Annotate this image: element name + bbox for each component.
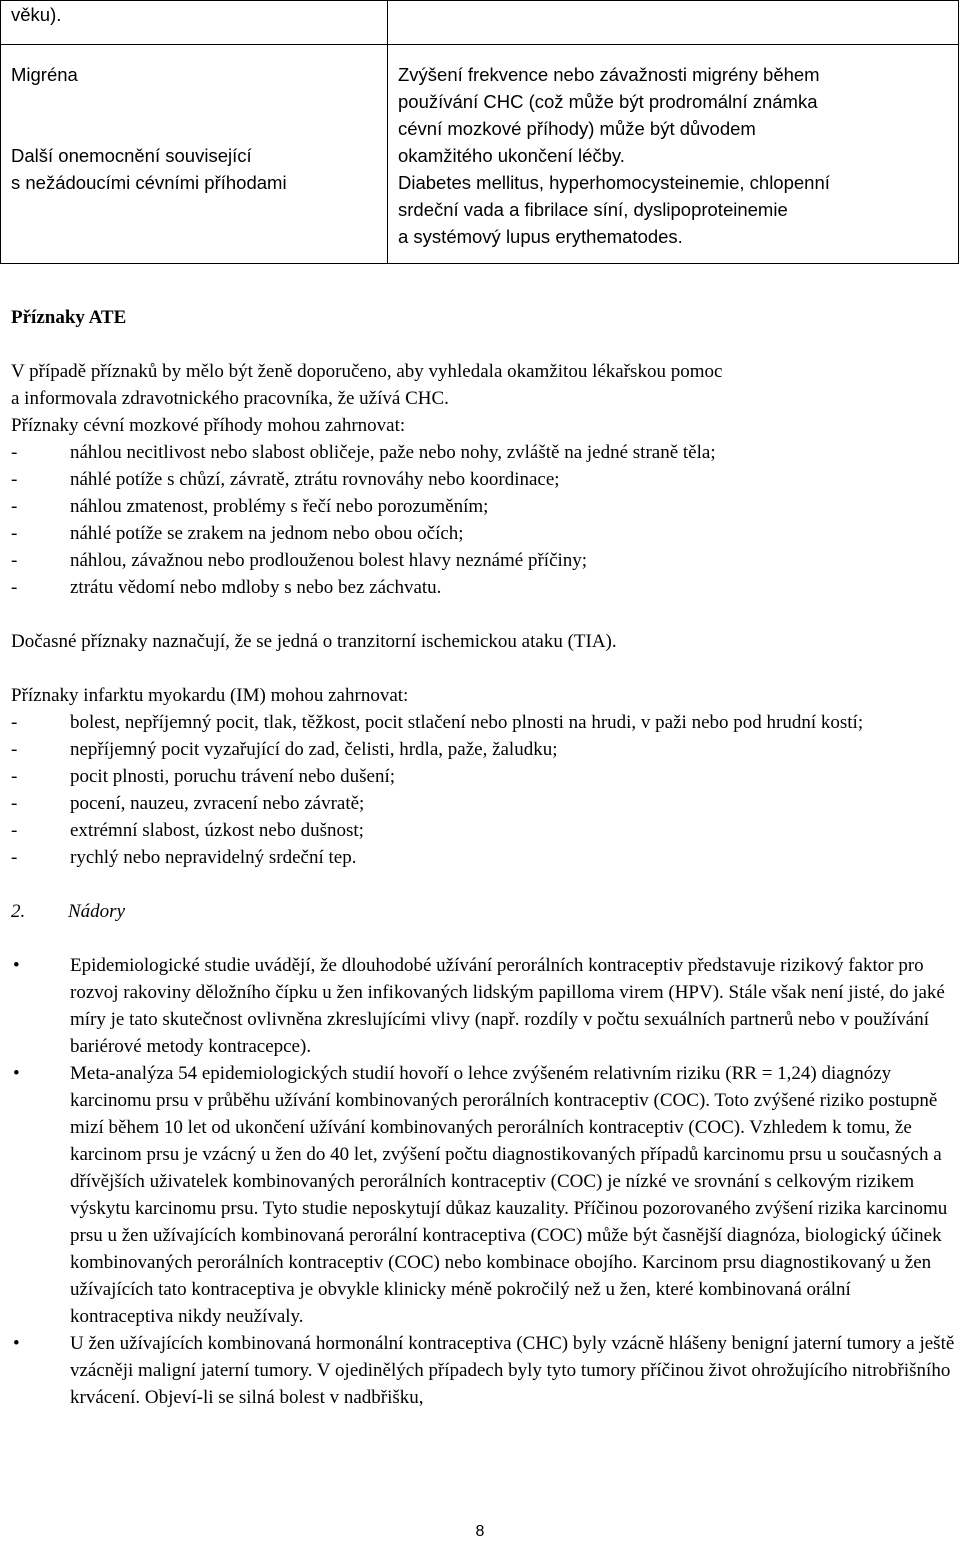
list-item-text: náhlou necitlivost nebo slabost obličeje, paže nebo nohy, zvláště na jedné straně těla; — [70, 442, 716, 463]
mi-symptoms-list — [11, 709, 957, 871]
list-item — [11, 547, 957, 574]
dash-marker: - — [11, 766, 18, 787]
dash-marker: - — [11, 739, 18, 760]
table-cell — [388, 45, 959, 264]
list-item — [11, 493, 957, 520]
bullet-marker: • — [13, 1333, 20, 1354]
list-item-text: pocit plnosti, poruchu trávení nebo dušení; — [70, 766, 396, 787]
page-number: 8 — [475, 1523, 485, 1540]
table-row — [1, 1, 959, 45]
row-label-other: Další onemocnění související — [11, 145, 252, 166]
table-row — [1, 45, 959, 264]
list-title: Příznaky cévní mozkové příhody mohou zahrnovat: — [11, 415, 406, 436]
row-label-migraine: Migréna — [11, 64, 78, 85]
list-item — [11, 763, 957, 790]
list-item-text: náhlé potíže s chůzí, závratě, ztrátu rovnováhy nebo koordinace; — [70, 469, 560, 490]
tumors-list — [11, 952, 957, 1411]
list-item-text: Meta-analýza 54 epidemiologických studií hovoří o lehce zvýšeném relativním riziku (RR = 1,24) diagnózy karcinomu prsu v průběhu užívání kombinovaných perorálních kontraceptiv (COC). Toto zvýšené riziko postupně mizí během 10 let od ukončení užívání kombinovaných perorálních kontraceptiv (COC). Vzhledem k tomu, že karcinom prsu je vzácný u žen do 40 let, zvýšení počtu diagnostikovaných případů karcinomu prsu u současných a dřívějších uživatelek kombinovaných perorálních kontraceptiv (COC) je nízké ve srovnání s celkovým rizikem výskytu karcinomu prsu. Tyto studie neposkytují důkaz kauzality. Příčinou pozorovaného zvýšení rizika karcinomu prsu u žen užívajících kombinovaná perorální kontraceptiva (COC) může být časnější diagnóza, biologický účinek kombinovaných perorálních kontraceptiv (COC) nebo kombinace obojího. Karcinom prsu diagnostikovaný u žen užívajících tato kontraceptiva je obvykle klinicky méně pokročilý než u žen, které kombinovaná orální kontraceptiva nikdy neužívaly. — [70, 1063, 948, 1327]
list-item-text: U žen užívajících kombinovaná hormonální kontraceptiva (CHC) byly vzácně hlášeny benigní jaterní tumory a ještě vzácněji maligní jaterní tumory. V ojedinělých případech byly tyto tumory příčinou život ohrožujícího nitrobřišního krvácení. Objeví-li se silná bolest v nadbřišku, — [70, 1333, 955, 1408]
list-item — [11, 844, 957, 871]
cell-text: používání CHC (což může být prodromální známka — [398, 91, 818, 112]
cell-text: Diabetes mellitus, hyperhomocysteinemie, chlopenní — [398, 172, 830, 193]
paragraph: V případě příznaků by mělo být ženě doporučeno, aby vyhledala okamžitou lékařskou pomoc — [11, 361, 723, 382]
bullet-marker: • — [13, 955, 20, 976]
section-heading-ate: Příznaky ATE — [11, 307, 127, 328]
section-heading-tumors — [11, 898, 957, 925]
list-item — [11, 709, 957, 736]
cell-text: cévní mozkové příhody) může být důvodem — [398, 118, 756, 139]
list-item-text: pocení, nauzeu, zvracení nebo závratě; — [70, 793, 365, 814]
list-item-text: náhlou, závažnou nebo prodlouženou bolest hlavy neznámé příčiny; — [70, 550, 588, 571]
list-item-text: náhlou zmatenost, problémy s řečí nebo porozuměním; — [70, 496, 489, 517]
dash-marker: - — [11, 847, 18, 868]
paragraph: a informovala zdravotnického pracovníka, že užívá CHC. — [11, 388, 449, 409]
list-item — [11, 790, 957, 817]
dash-marker: - — [11, 523, 18, 544]
cell-text: Zvýšení frekvence nebo závažnosti migrény během — [398, 64, 820, 85]
list-title: Příznaky infarktu myokardu (IM) mohou zahrnovat: — [11, 685, 409, 706]
stroke-symptoms-list — [11, 439, 957, 601]
dash-marker: - — [11, 442, 18, 463]
table-cell — [1, 45, 388, 264]
list-item-text: náhlé potíže se zrakem na jednom nebo obou očích; — [70, 523, 464, 544]
section-number: 2. — [11, 901, 26, 922]
dash-marker: - — [11, 793, 18, 814]
list-item — [11, 1060, 957, 1330]
list-item — [11, 736, 957, 763]
table-cell — [1, 1, 388, 45]
table-cell — [388, 1, 959, 45]
list-item — [11, 952, 957, 1060]
list-item-text: bolest, nepříjemný pocit, tlak, těžkost, pocit stlačení nebo plnosti na hrudi, v paži nebo pod hrudní kostí; — [70, 712, 864, 733]
list-item — [11, 1330, 957, 1411]
list-item-text: rychlý nebo nepravidelný srdeční tep. — [70, 847, 357, 868]
bullet-marker: • — [13, 1063, 20, 1084]
list-item-text: extrémní slabost, úzkost nebo dušnost; — [70, 820, 364, 841]
document-body — [11, 304, 957, 1411]
list-item — [11, 817, 957, 844]
list-item-text: Epidemiologické studie uvádějí, že dlouhodobé užívání perorálních kontraceptiv představuje rizikový faktor pro rozvoj rakoviny děložního čípku u žen infikovaných lidským papilloma virem (HPV). Stále však není jisté, do jaké míry je tato skutečnost ovlivněna zkreslujícími vlivy (např. rozdíly v počtu sexuálních partnerů nebo v používání bariérové metody kontracepce). — [70, 955, 945, 1057]
row-label-other-2: s nežádoucími cévními příhodami — [11, 172, 287, 193]
dash-marker: - — [11, 469, 18, 490]
cell-text: srdeční vada a fibrilace síní, dyslipoproteinemie — [398, 199, 788, 220]
list-item — [11, 439, 957, 466]
risk-factors-table — [0, 0, 959, 264]
dash-marker: - — [11, 550, 18, 571]
dash-marker: - — [11, 712, 18, 733]
list-item — [11, 520, 957, 547]
cell-text: věku). — [11, 4, 62, 25]
dash-marker: - — [11, 820, 18, 841]
list-item-text: ztrátu vědomí nebo mdloby s nebo bez záchvatu. — [70, 577, 442, 598]
paragraph-tia: Dočasné příznaky naznačují, že se jedná o tranzitorní ischemickou ataku (TIA). — [11, 631, 617, 652]
dash-marker: - — [11, 496, 18, 517]
list-item — [11, 574, 957, 601]
cell-text: a systémový lupus erythematodes. — [398, 226, 683, 247]
list-item-text: nepříjemný pocit vyzařující do zad, čelisti, hrdla, paže, žaludku; — [70, 739, 558, 760]
cell-text: okamžitého ukončení léčby. — [398, 145, 625, 166]
list-item — [11, 466, 957, 493]
section-title: Nádory — [68, 901, 125, 922]
dash-marker: - — [11, 577, 18, 598]
